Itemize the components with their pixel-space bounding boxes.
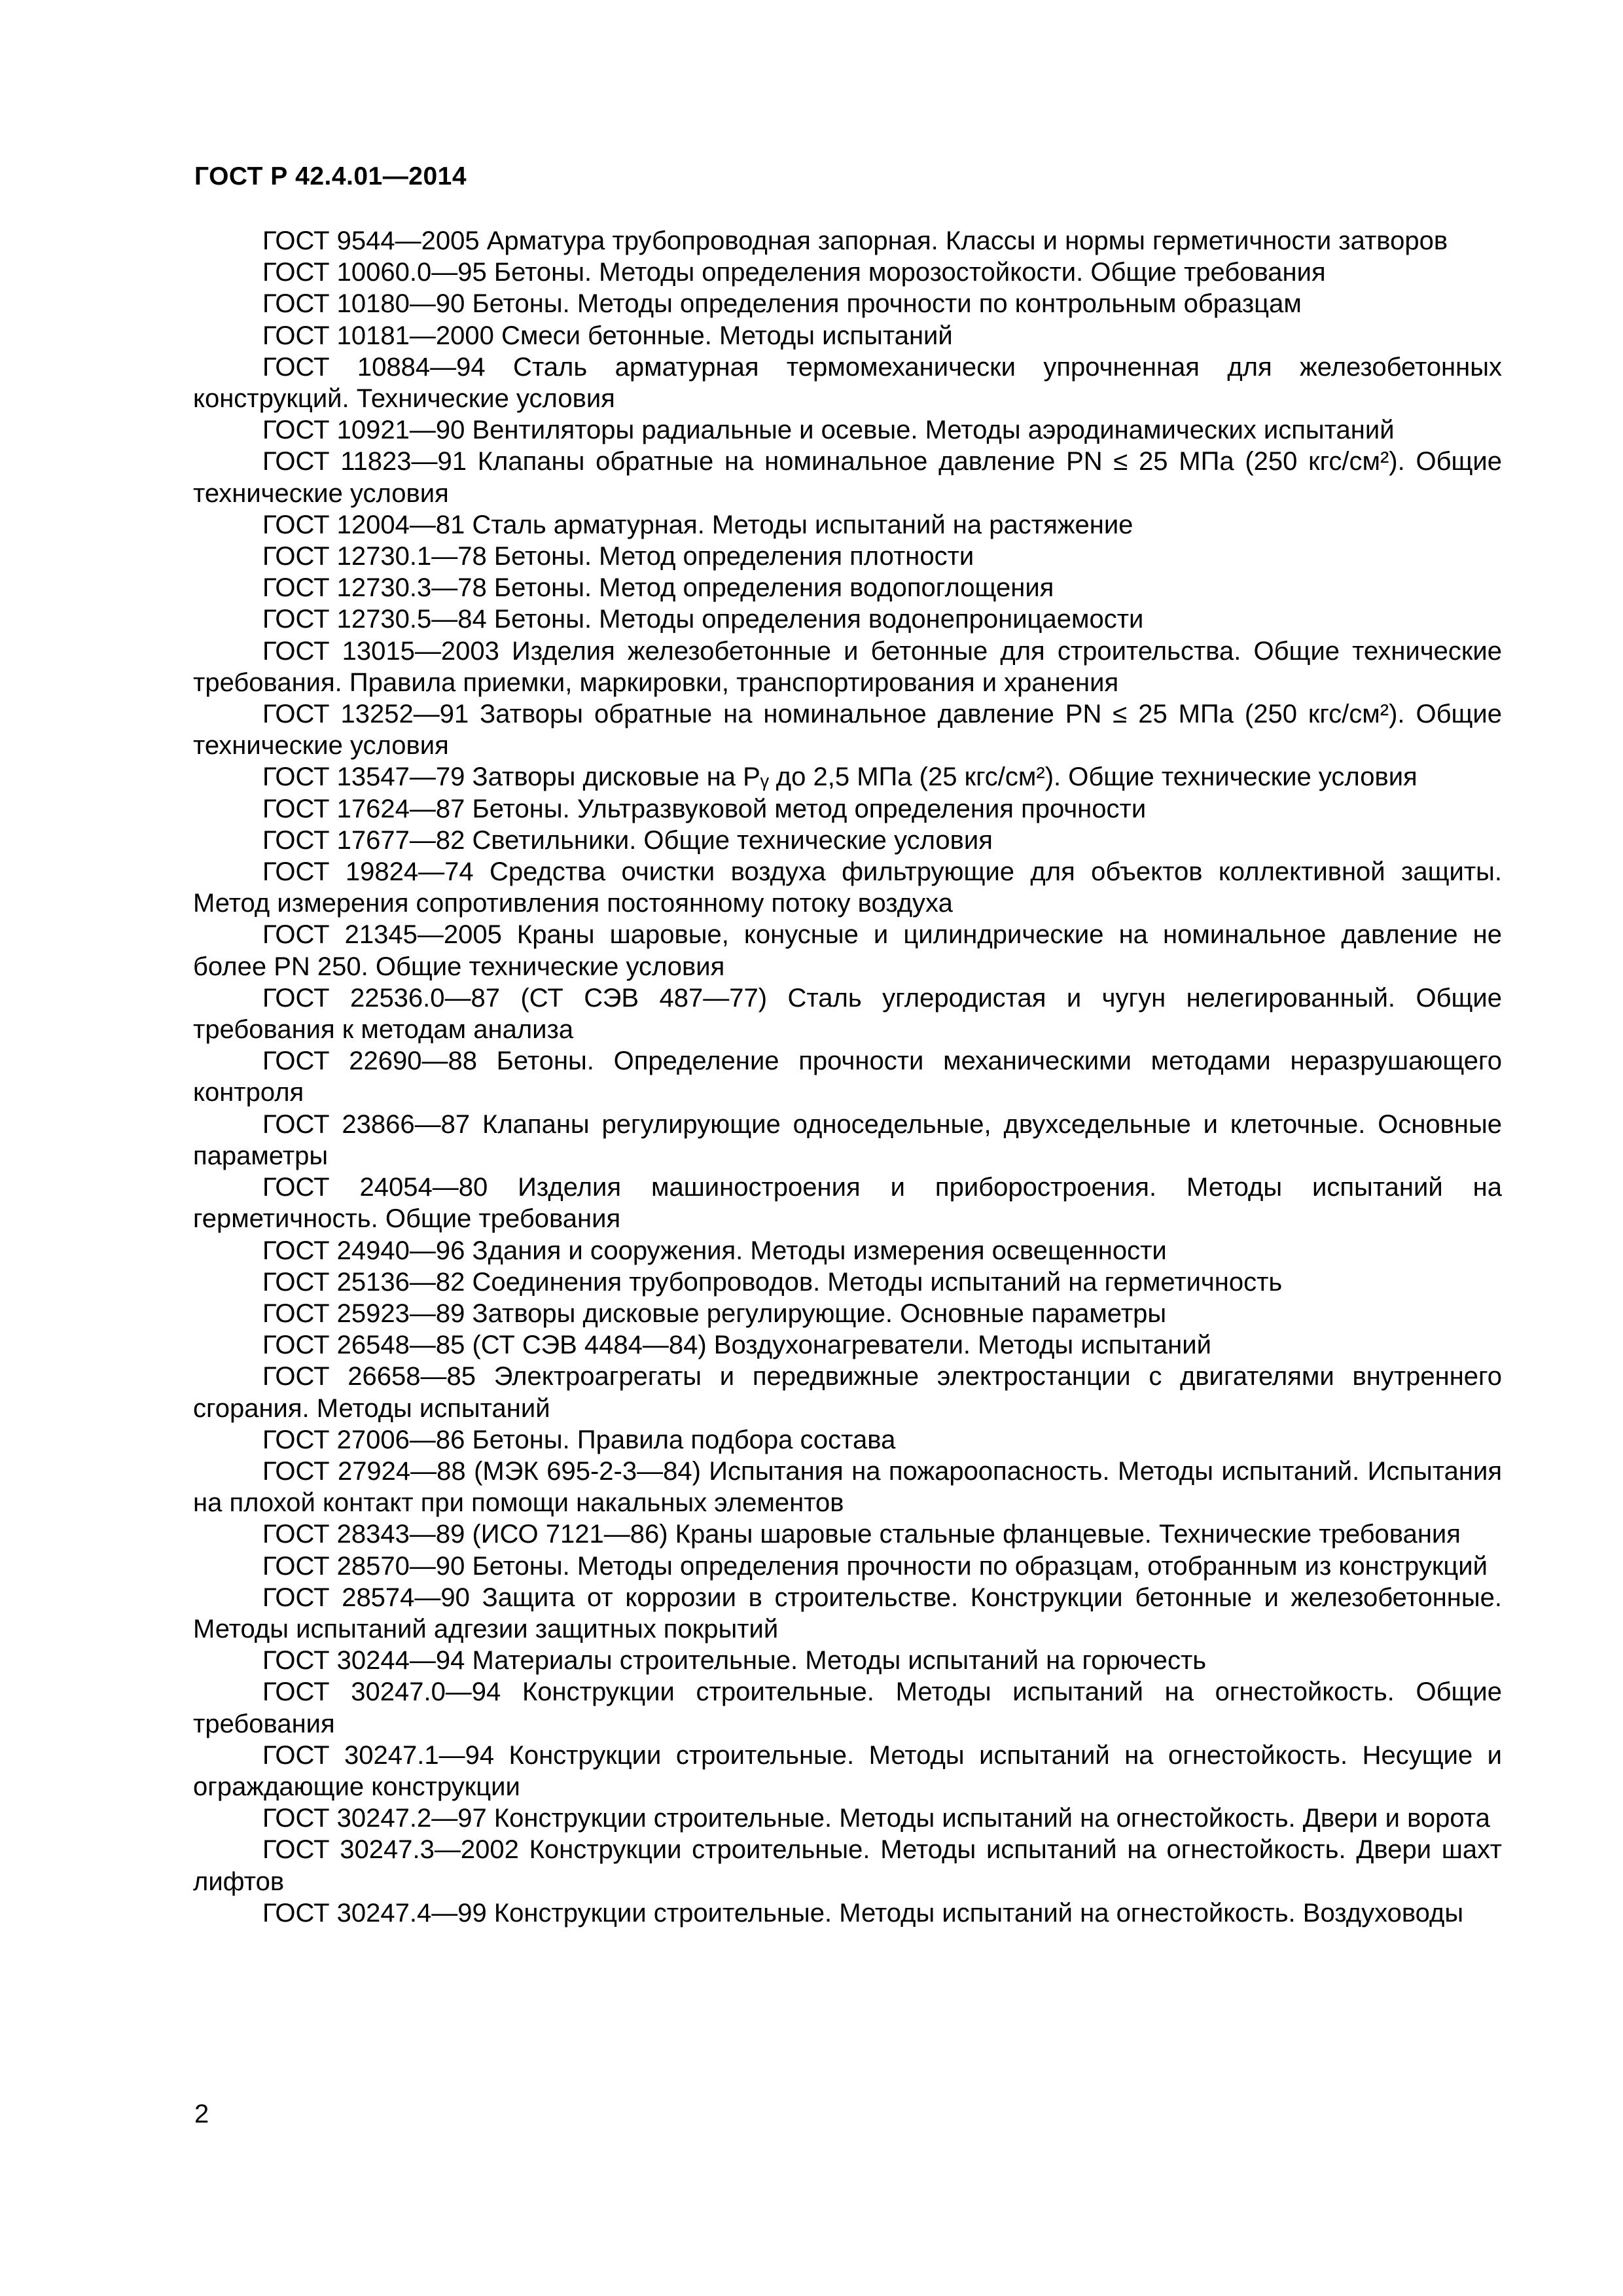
- reference-item: ГОСТ 10884—94 Сталь арматурная термомеханически упрочненная для железобетонных конструкций. Технические условия: [193, 352, 1502, 414]
- reference-item: ГОСТ 30247.4—99 Конструкции строительные. Методы испытаний на огнестойкость. Воздуховоды: [262, 1898, 1464, 1928]
- reference-item: ГОСТ 30247.1—94 Конструкции строительные. Методы испытаний на огнестойкость. Несущие и ограждающие конструкции: [193, 1740, 1502, 1801]
- reference-item: ГОСТ 28570—90 Бетоны. Методы определения прочности по образцам, отобранным из конструкций: [262, 1551, 1488, 1581]
- reference-item: ГОСТ 12730.3—78 Бетоны. Метод определения водопоглощения: [262, 573, 1054, 603]
- reference-item: ГОСТ 30244—94 Материалы строительные. Методы испытаний на горючесть: [262, 1646, 1207, 1676]
- normative-references-list: [193, 225, 1502, 1929]
- reference-item: ГОСТ 30247.2—97 Конструкции строительные. Методы испытаний на огнестойкость. Двери и ворота: [262, 1804, 1490, 1833]
- reference-item: ГОСТ 10180—90 Бетоны. Методы определения прочности по контрольным образцам: [262, 289, 1302, 319]
- reference-item: ГОСТ 30247.3—2002 Конструкции строительные. Методы испытаний на огнестойкость. Двери шахт лифтов: [193, 1835, 1502, 1896]
- reference-item: ГОСТ 26548—85 (СТ СЭВ 4484—84) Воздухонагреватели. Методы испытаний: [262, 1331, 1211, 1360]
- reference-item: ГОСТ 24940—96 Здания и сооружения. Методы измерения освещенности: [262, 1236, 1167, 1265]
- reference-item: ГОСТ 22536.0—87 (СТ СЭВ 487—77) Сталь углеродистая и чугун нелегированный. Общие требования к методам анализа: [193, 983, 1502, 1045]
- reference-item: ГОСТ 12730.1—78 Бетоны. Метод определения плотности: [262, 542, 974, 571]
- reference-item: ГОСТ 13252—91 Затворы обратные на номинальное давление PN ≤ 25 МПа (250 кгс/см²). Общие технические условия: [193, 700, 1502, 761]
- reference-item: ГОСТ 10181—2000 Смеси бетонные. Методы испытаний: [262, 321, 953, 350]
- page-number: 2: [194, 2100, 209, 2128]
- reference-item: ГОСТ 10060.0—95 Бетоны. Методы определения морозостойкости. Общие требования: [262, 258, 1326, 287]
- reference-item: ГОСТ 13547—79 Затворы дисковые на Pᵧ до 2,5 МПа (25 кгс/см²). Общие технические условия: [262, 762, 1418, 792]
- reference-item: ГОСТ 13015—2003 Изделия железобетонные и бетонные для строительства. Общие технические требования. Правила приемки, маркировки, транспортирования и хранения: [193, 636, 1502, 697]
- reference-item: ГОСТ 10921—90 Вентиляторы радиальные и осевые. Методы аэродинамических испытаний: [262, 416, 1395, 445]
- reference-item: ГОСТ 22690—88 Бетоны. Определение прочности механическими методами неразрушающего контроля: [193, 1047, 1502, 1107]
- reference-item: ГОСТ 24054—80 Изделия машиностроения и приборостроения. Методы испытаний на герметичность. Общие требования: [193, 1173, 1502, 1234]
- reference-item: ГОСТ 12730.5—84 Бетоны. Методы определения водонепроницаемости: [262, 605, 1144, 634]
- reference-item: ГОСТ 28574—90 Защита от коррозии в строительстве. Конструкции бетонные и железобетонные. Методы испытаний адгезии защитных покрытий: [193, 1583, 1502, 1643]
- document-header: ГОСТ Р 42.4.01—2014: [194, 162, 467, 190]
- reference-item: ГОСТ 30247.0—94 Конструкции строительные. Методы испытаний на огнестойкость. Общие требования: [193, 1677, 1502, 1738]
- reference-item: ГОСТ 23866—87 Клапаны регулирующие односедельные, двухседельные и клеточные. Основные параметры: [193, 1109, 1502, 1170]
- reference-item: ГОСТ 12004—81 Сталь арматурная. Методы испытаний на растяжение: [262, 510, 1133, 539]
- reference-item: ГОСТ 17677—82 Светильники. Общие технические условия: [262, 825, 993, 855]
- reference-item: ГОСТ 19824—74 Средства очистки воздуха фильтрующие для объектов коллективной защиты. Метод измерения сопротивления постоянному потоку воздуха: [193, 857, 1502, 918]
- reference-item: ГОСТ 17624—87 Бетоны. Ультразвуковой метод определения прочности: [262, 794, 1147, 823]
- reference-item: ГОСТ 26658—85 Электроагрегаты и передвижные электростанции с двигателями внутреннего сгорания. Методы испытаний: [193, 1362, 1502, 1423]
- reference-item: ГОСТ 21345—2005 Краны шаровые, конусные и цилиндрические на номинальное давление не более PN 250. Общие технические условия: [193, 920, 1502, 981]
- reference-item: ГОСТ 25923—89 Затворы дисковые регулирующие. Основные параметры: [262, 1299, 1167, 1328]
- reference-item: ГОСТ 28343—89 (ИСО 7121—86) Краны шаровые стальные фланцевые. Технические требования: [262, 1520, 1461, 1549]
- reference-item: ГОСТ 27006—86 Бетоны. Правила подбора состава: [262, 1425, 896, 1454]
- reference-item: ГОСТ 27924—88 (МЭК 695-2-3—84) Испытания на пожароопасность. Методы испытаний. Испытания на плохой контакт при помощи накальных элементов: [193, 1456, 1502, 1518]
- reference-item: ГОСТ 9544—2005 Арматура трубопроводная запорная. Классы и нормы герметичности затворов: [262, 226, 1448, 255]
- reference-item: ГОСТ 25136—82 Соединения трубопроводов. Методы испытаний на герметичность: [262, 1267, 1283, 1297]
- reference-item: ГОСТ 11823—91 Клапаны обратные на номинальное давление PN ≤ 25 МПа (250 кгс/см²). Общие технические условия: [193, 447, 1502, 508]
